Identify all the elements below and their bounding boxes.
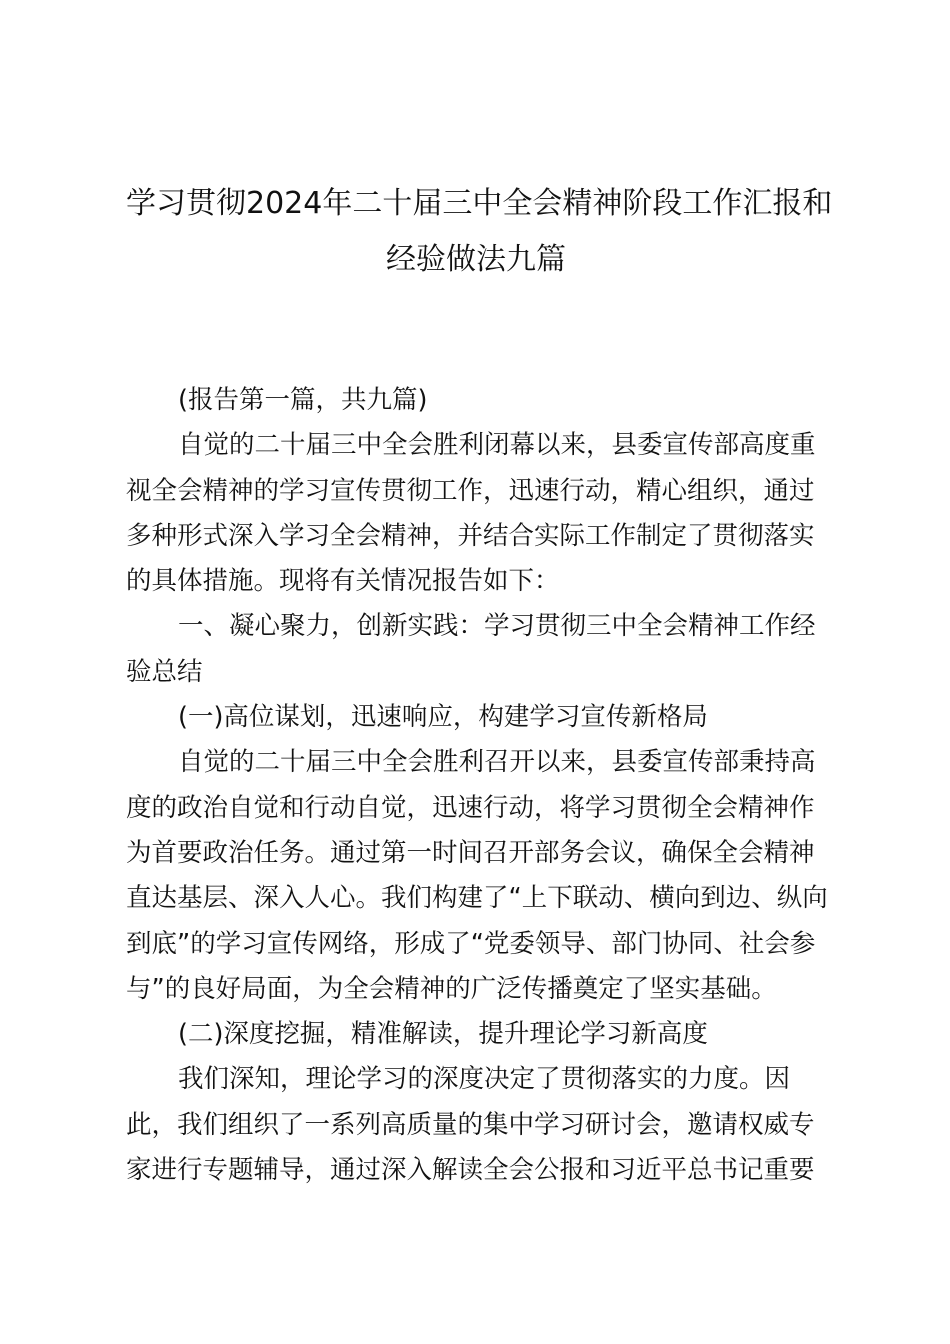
- section-heading: 验总结: [126, 656, 203, 687]
- paragraph-line: 度的政治自觉和行动自觉，迅速行动，将学习贯彻全会精神作: [126, 792, 815, 823]
- paragraph-line: 到底”的学习宣传网络，形成了“党委领导、部门协同、社会参: [126, 928, 816, 959]
- report-subtitle: (报告第一篇，共九篇): [178, 385, 428, 415]
- subsection-heading: (二)深度挖掘，精准解读，提升理论学习新高度: [178, 1019, 708, 1050]
- paragraph-line: 家进行专题辅导，通过深入解读全会公报和习近平总书记重要: [126, 1155, 815, 1186]
- paragraph-line: 直达基层、深入人心。我们构建了“上下联动、横向到边、纵向: [126, 883, 828, 914]
- paragraph-line: 自觉的二十届三中全会胜利召开以来，县委宣传部秉持高: [178, 747, 816, 778]
- paragraph-line: 的具体措施。现将有关情况报告如下：: [126, 566, 560, 597]
- paragraph-line: 为首要政治任务。通过第一时间召开部务会议，确保全会精神: [126, 837, 815, 868]
- title-line-1: 学习贯彻2024年二十届三中全会精神阶段工作汇报和: [126, 186, 833, 221]
- title-line-2: 经验做法九篇: [386, 242, 566, 277]
- document-title: [126, 176, 833, 288]
- paragraph-line: 我们深知，理论学习的深度决定了贯彻落实的力度。因: [178, 1064, 791, 1095]
- document-body: [126, 378, 828, 1193]
- paragraph-line: 视全会精神的学习宣传贯彻工作，迅速行动，精心组织，通过: [126, 475, 815, 506]
- section-heading: 一、凝心聚力，创新实践：学习贯彻三中全会精神工作经: [178, 611, 816, 642]
- subsection-heading: (一)高位谋划，迅速响应，构建学习宣传新格局: [178, 702, 708, 733]
- paragraph-line: 自觉的二十届三中全会胜利闭幕以来，县委宣传部高度重: [178, 430, 816, 461]
- paragraph-line: 与”的良好局面，为全会精神的广泛传播奠定了坚实基础。: [126, 973, 777, 1004]
- paragraph-line: 此，我们组织了一系列高质量的集中学习研讨会，邀请权威专: [126, 1109, 815, 1140]
- paragraph-line: 多种形式深入学习全会精神，并结合实际工作制定了贯彻落实: [126, 520, 815, 551]
